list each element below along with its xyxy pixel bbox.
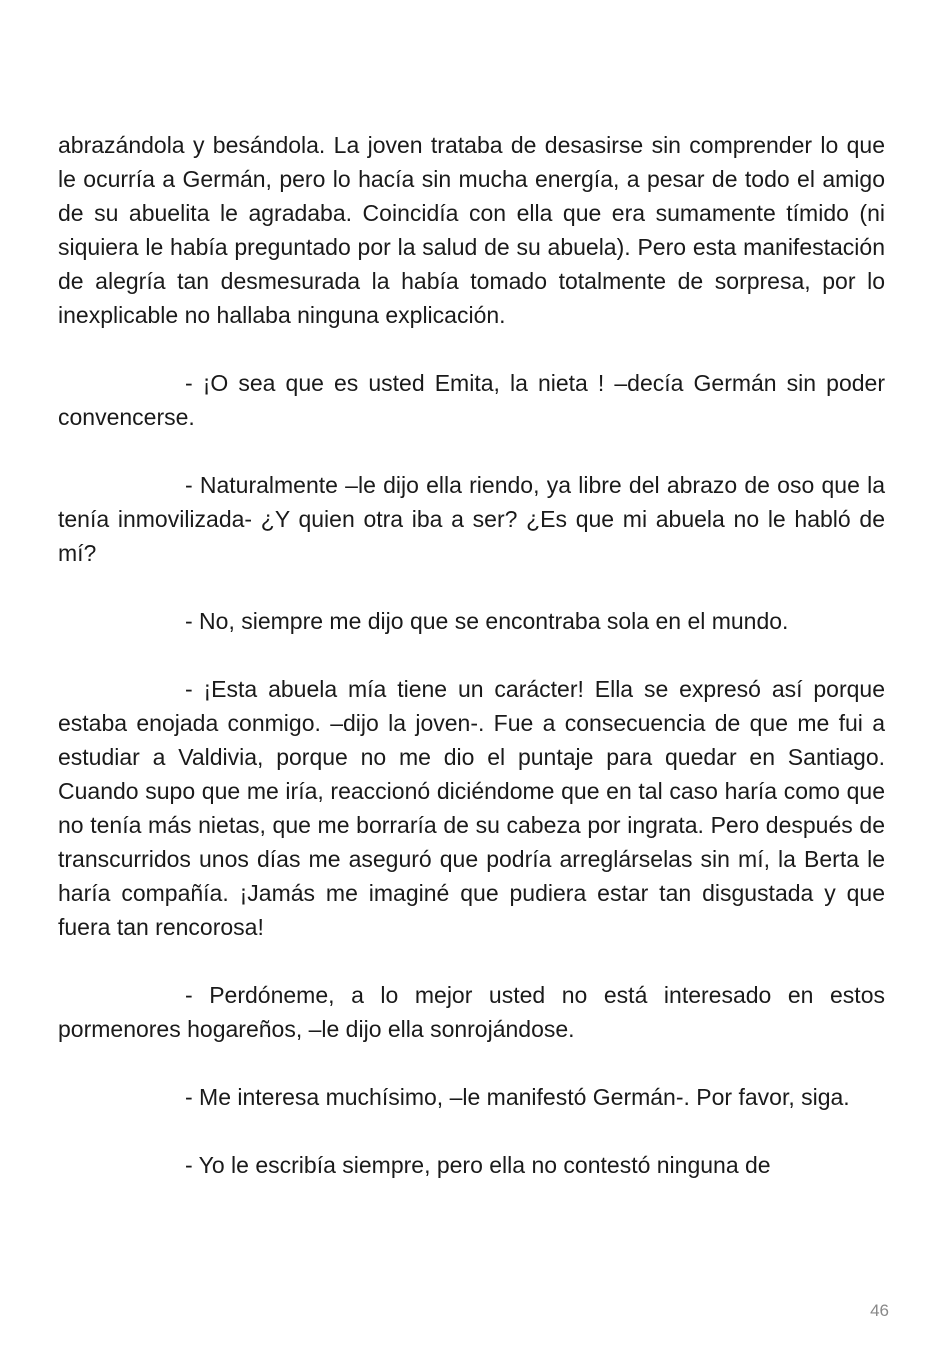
paragraph-dialog-abuela: - ¡Esta abuela mía tiene un carácter! Ella se expresó así porque estaba enojada conmigo. –dijo la joven-. Fue a consecuencia de que me fui a estudiar a Valdivia, porque no me dio el puntaje para quedar en Santiago. Cuando supo que me iría, reaccionó diciéndome que en tal caso haría como que no tenía más nietas, que me borraría de su cabeza por ingrata. Pero después de transcurridos unos días me aseguró que podría arreglárselas sin mí, la Berta le haría compañía. ¡Jamás me imaginé que pudiera estar tan disgustada y que fuera tan rencorosa! <box>58 676 885 940</box>
paragraph-dialog-naturalmente: - Naturalmente –le dijo ella riendo, ya libre del abrazo de oso que la tenía inmovilizada- ¿Y quien otra iba a ser? ¿Es que mi abuela no le habló de mí? <box>58 472 885 566</box>
paragraph-dialog-sola: - No, siempre me dijo que se encontraba sola en el mundo. <box>185 608 789 634</box>
page-number: 46 <box>870 1301 889 1320</box>
paragraph-dialog-emita: - ¡O sea que es usted Emita, la nieta ! –decía Germán sin poder convencerse. <box>58 370 885 430</box>
paragraph-dialog-interesa: - Me interesa muchísimo, –le manifestó Germán-. Por favor, siga. <box>185 1084 850 1110</box>
paragraph-narration: abrazándola y besándola. La joven trataba de desasirse sin comprender lo que le ocurría a Germán, pero lo hacía sin mucha energía, a pesar de todo el amigo de su abuelita le agradaba. Coincidía con ella que era sumamente tímido (ni siquiera le había preguntado por la salud de su abuela). Pero esta manifestación de alegría tan desmesurada la había tomado totalmente de sorpresa, por lo inexplicable no hallaba ninguna explicación. <box>58 132 885 328</box>
paragraph-dialog-perdoneme: - Perdóneme, a lo mejor usted no está interesado en estos pormenores hogareños, –le dijo ella sonrojándose. <box>58 982 885 1042</box>
page-body <box>58 128 885 1182</box>
paragraph-dialog-escribia: - Yo le escribía siempre, pero ella no contestó ninguna de <box>185 1152 771 1178</box>
